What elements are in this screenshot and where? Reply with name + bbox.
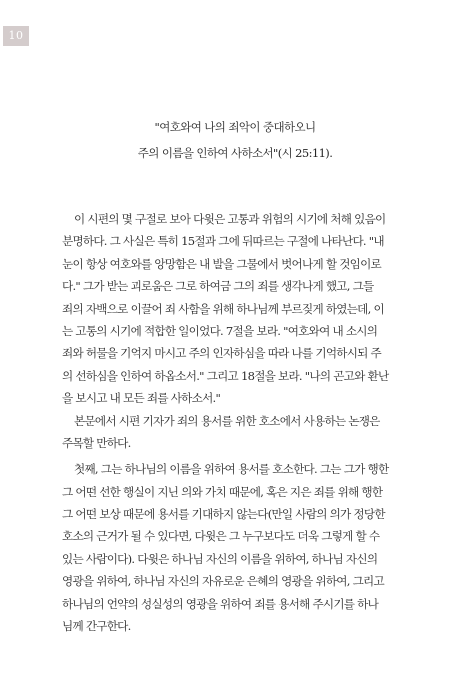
text-line: 죄의 자백으로 이끌어 죄 사함을 위해 하나님께 부르짖게 하였는데, 이 (62, 301, 384, 316)
text-line: 분명하다. 그 사실은 특히 15절과 그에 뒤따르는 구절에 나타난다. "내 (62, 234, 384, 249)
text-line: 하나님의 언약의 성실성의 영광을 위하여 죄를 용서해 주시기를 하나 (62, 596, 379, 611)
text-line: 을 보시고 내 모든 죄를 사하소서." (62, 391, 221, 406)
text-line: 죄와 허물을 기억지 마시고 주의 인자하심을 따라 나를 기억하시되 주 (62, 346, 382, 361)
text-line: 그 어떤 선한 행실이 지닌 의와 가치 때문에, 혹은 지은 죄를 위해 행한 (62, 484, 383, 499)
scripture-quote-line-1: "여호와여 나의 죄악이 중대하오니 (154, 120, 316, 134)
page-number: 10 (3, 26, 29, 46)
text-line: 첫째, 그는 하나님의 이름을 위하여 용서를 호소한다. 그는 그가 행한 (74, 462, 389, 477)
text-line: 그 어떤 보상 때문에 용서를 기대하지 않는다(만일 사람의 의가 정당한 (62, 507, 385, 522)
text-line: 눈이 항상 여호와를 앙망함은 내 발을 그물에서 벗어나게 할 것임이로 (62, 256, 382, 271)
text-line: 는 고통의 시기에 적합한 일이었다. 7절을 보라. "여호와여 내 소시의 (62, 323, 378, 338)
text-line: 영광을 위하여, 하나님 자신의 자유로운 은혜의 영광을 위하여, 그리고 (62, 574, 384, 589)
text-line: 있는 사람이다). 다윗은 하나님 자신의 이름을 위하여, 하나님 자신의 (62, 551, 378, 566)
scripture-quote-line-2: 주의 이름을 인하여 사하소서"(시 25:11). (137, 146, 333, 160)
body-text (62, 208, 442, 637)
text-line: 호소의 근거가 될 수 있다면, 다윗은 그 누구보다도 더욱 그렇게 할 수 (62, 529, 380, 544)
text-line: 님께 간구한다. (62, 619, 131, 634)
text-line: 이 시편의 몇 구절로 보아 다윗은 고통과 위험의 시기에 처해 있음이 (74, 212, 386, 226)
text-line: 다." 그가 받는 괴로움은 그로 하여금 그의 죄를 생각나게 했고, 그들 (62, 279, 374, 294)
text-line: 본문에서 시편 기자가 죄의 용서를 위한 호소에서 사용하는 논쟁은 (74, 413, 380, 428)
text-line: 주목할 만하다. (62, 435, 131, 450)
text-line: 의 선하심을 인하여 하옵소서." 그리고 18절을 보라. "나의 곤고와 환난 (62, 368, 389, 383)
